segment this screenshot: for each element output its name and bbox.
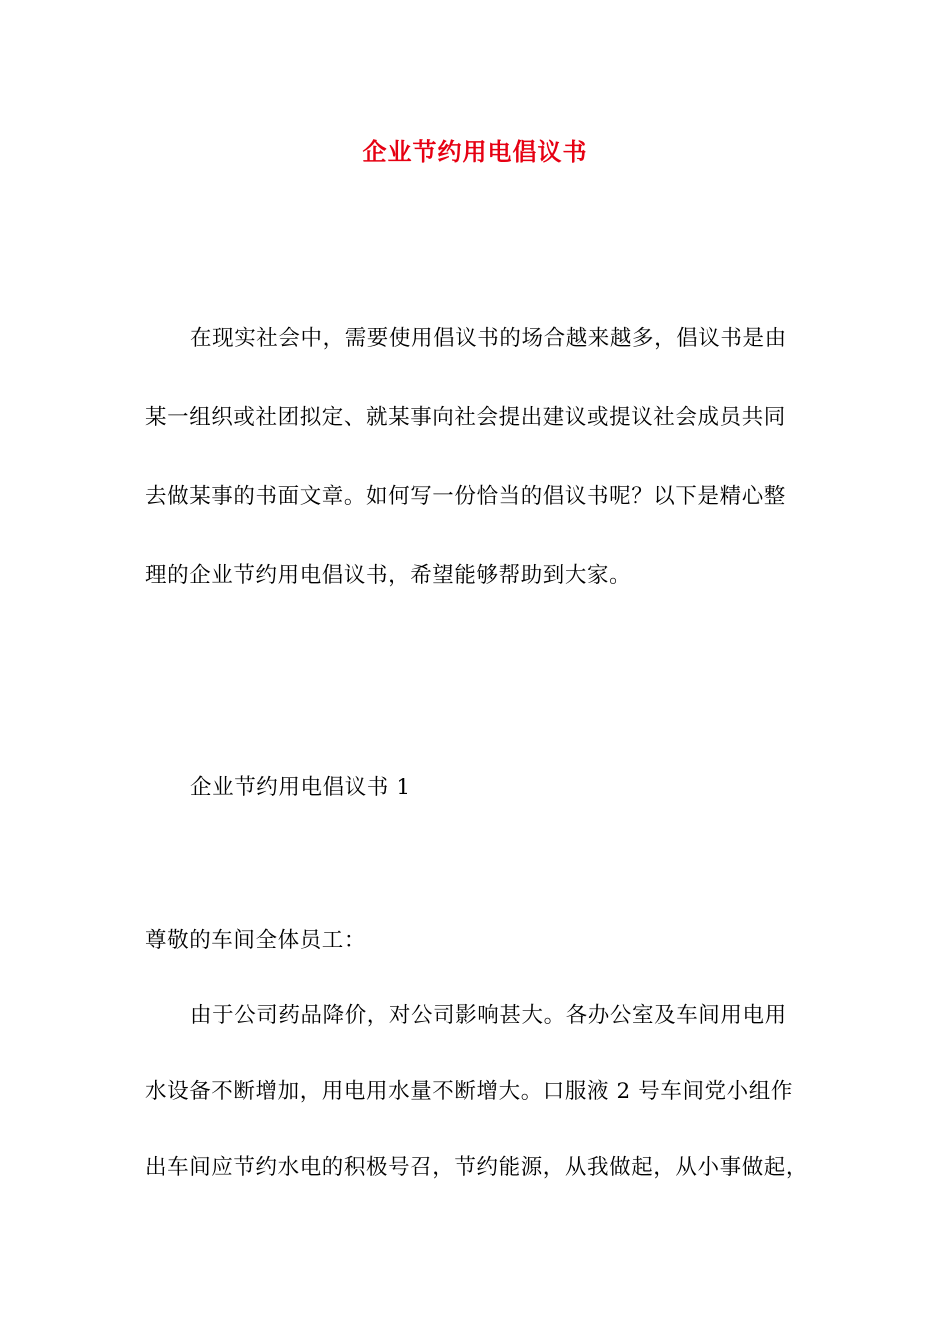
intro-line: 某一组织或社团拟定、就某事向社会提出建议或提议社会成员共同 [145, 405, 786, 430]
document-title: 企业节约用电倡议书 [362, 137, 588, 166]
body-line: 水设备不断增加，用电用水量不断增大。口服液 2 号车间党小组作 [145, 1079, 793, 1104]
salutation: 尊敬的车间全体员工： [145, 928, 367, 953]
body-line: 出车间应节约水电的积极号召，节约能源，从我做起，从小事做起， [145, 1155, 809, 1180]
intro-line: 理的企业节约用电倡议书，希望能够帮助到大家。 [145, 563, 632, 588]
body-line: 由于公司药品降价，对公司影响甚大。各办公室及车间用电用 [190, 1003, 787, 1028]
intro-line: 去做某事的书面文章。如何写一份恰当的倡议书呢？以下是精心整 [145, 484, 786, 509]
intro-line: 在现实社会中，需要使用倡议书的场合越来越多，倡议书是由 [190, 326, 787, 351]
section-heading: 企业节约用电倡议书 1 [190, 775, 411, 800]
